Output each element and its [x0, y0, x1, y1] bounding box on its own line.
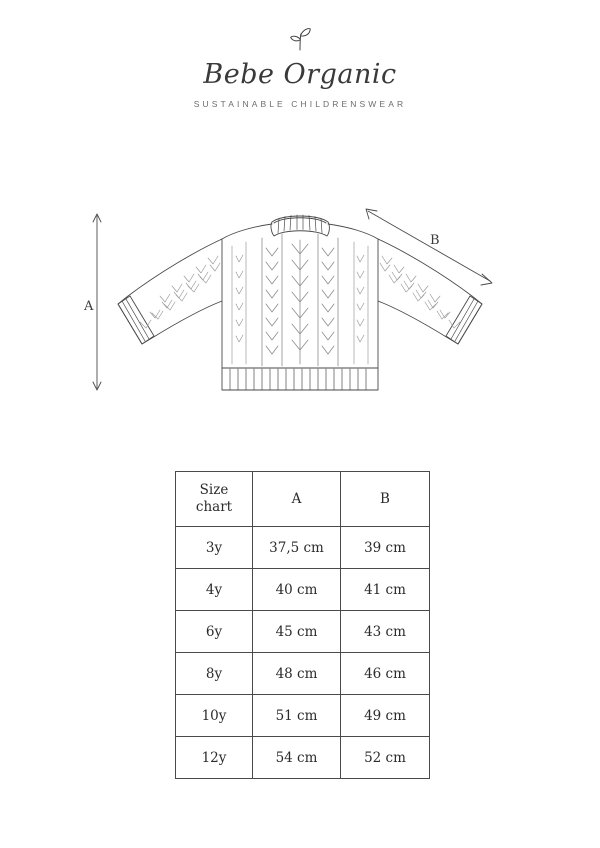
- column-header-size-line1: Size: [199, 482, 229, 499]
- column-header-size-line2: chart: [195, 499, 233, 515]
- cell-a: 54 cm: [253, 737, 341, 779]
- brand-tagline: SUSTAINABLE CHILDRENSWEAR: [193, 98, 407, 109]
- size-chart-table: [175, 471, 430, 779]
- brand-header: [0, 22, 600, 109]
- table-row: [176, 695, 430, 737]
- table-row: [176, 737, 430, 779]
- cell-size: 3y: [176, 527, 253, 569]
- leaf-sprig-icon: [283, 22, 317, 56]
- vertical-double-arrow-icon: [93, 214, 101, 390]
- column-header-size: [176, 472, 253, 527]
- cell-b: 46 cm: [341, 653, 430, 695]
- cell-size: 10y: [176, 695, 253, 737]
- table-row: [176, 527, 430, 569]
- table-header-row: [176, 472, 430, 527]
- brand-name: Bebe Organic: [203, 59, 397, 90]
- dimension-label-b: B: [430, 233, 440, 248]
- column-header-a: A: [253, 472, 341, 527]
- knit-sweater-illustration: [0, 200, 600, 430]
- dimension-label-a: A: [84, 299, 94, 314]
- column-header-b: B: [341, 472, 430, 527]
- table-row: [176, 611, 430, 653]
- cell-b: 39 cm: [341, 527, 430, 569]
- cell-size: 8y: [176, 653, 253, 695]
- cell-b: 52 cm: [341, 737, 430, 779]
- diagonal-double-arrow-icon: [366, 209, 492, 285]
- cell-a: 48 cm: [253, 653, 341, 695]
- cell-size: 4y: [176, 569, 253, 611]
- cell-a: 45 cm: [253, 611, 341, 653]
- table-row: [176, 653, 430, 695]
- product-illustration: [0, 200, 600, 430]
- size-chart-container: [175, 471, 426, 779]
- cell-a: 37,5 cm: [253, 527, 341, 569]
- table-row: [176, 569, 430, 611]
- cell-b: 49 cm: [341, 695, 430, 737]
- cell-size: 12y: [176, 737, 253, 779]
- cell-a: 40 cm: [253, 569, 341, 611]
- cell-b: 43 cm: [341, 611, 430, 653]
- cell-a: 51 cm: [253, 695, 341, 737]
- cell-size: 6y: [176, 611, 253, 653]
- cell-b: 41 cm: [341, 569, 430, 611]
